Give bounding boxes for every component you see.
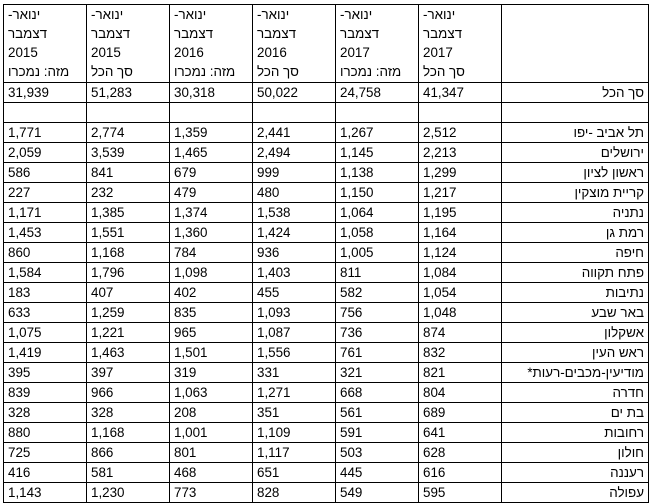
value-cell: 880 — [4, 423, 87, 443]
city-name: רחובות — [502, 423, 649, 443]
value-cell: 2,512 — [419, 123, 502, 143]
row-label: סך הכל — [502, 83, 649, 103]
value-cell: 503 — [336, 443, 419, 463]
value-cell: 668 — [336, 383, 419, 403]
value-cell: 1,556 — [253, 343, 336, 363]
column-header-2015-sold — [4, 5, 87, 83]
header-row — [4, 5, 649, 83]
value-cell: 416 — [4, 463, 87, 483]
value-cell: 1,501 — [170, 343, 253, 363]
value-cell: 1,124 — [419, 243, 502, 263]
value-cell: 874 — [419, 323, 502, 343]
value-cell: 1,221 — [87, 323, 170, 343]
value-cell: 1,054 — [419, 283, 502, 303]
table-header — [4, 5, 649, 83]
value-cell: 1,063 — [170, 383, 253, 403]
total-row — [4, 83, 649, 103]
value-cell: 1,584 — [4, 263, 87, 283]
value-cell: 1,403 — [253, 263, 336, 283]
table-row — [4, 403, 649, 423]
value-cell: 331 — [253, 363, 336, 383]
period-line2: דצמבר — [340, 26, 380, 41]
value-cell: 183 — [4, 283, 87, 303]
value-cell: 860 — [4, 243, 87, 263]
value-cell: 1,538 — [253, 203, 336, 223]
column-header-2017-total — [419, 5, 502, 83]
value-cell: 397 — [87, 363, 170, 383]
value-cell: 1,058 — [336, 223, 419, 243]
value-cell: 328 — [4, 403, 87, 423]
period-year: 2017 — [423, 45, 453, 60]
city-name: חיפה — [502, 243, 649, 263]
value-cell: 936 — [253, 243, 336, 263]
value-cell: 1,374 — [170, 203, 253, 223]
value-cell: 227 — [4, 183, 87, 203]
value-cell: 761 — [336, 343, 419, 363]
table-row — [4, 343, 649, 363]
value-cell: 1,048 — [419, 303, 502, 323]
value-cell: 801 — [170, 443, 253, 463]
value-cell: 31,939 — [4, 83, 87, 103]
value-cell: 1,168 — [87, 243, 170, 263]
value-cell: 821 — [419, 363, 502, 383]
value-cell: 832 — [419, 343, 502, 363]
value-cell: 2,213 — [419, 143, 502, 163]
value-cell: 1,171 — [4, 203, 87, 223]
period-line2: דצמבר — [8, 26, 48, 41]
table-row — [4, 263, 649, 283]
value-cell: 395 — [4, 363, 87, 383]
value-cell: 582 — [336, 283, 419, 303]
city-name: חולון — [502, 443, 649, 463]
value-cell: 479 — [170, 183, 253, 203]
value-cell: 2,774 — [87, 123, 170, 143]
value-cell: 445 — [336, 463, 419, 483]
value-cell: 616 — [419, 463, 502, 483]
value-cell: 1,771 — [4, 123, 87, 143]
measure-label: סך הכל — [423, 64, 465, 79]
city-name: קריית מוצקין — [502, 183, 649, 203]
value-cell: 1,230 — [87, 483, 170, 503]
value-cell: 1,064 — [336, 203, 419, 223]
measure-label: מזה: נמכרו — [8, 64, 70, 79]
period-line2: דצמבר — [91, 26, 131, 41]
value-cell: 1,796 — [87, 263, 170, 283]
value-cell: 1,360 — [170, 223, 253, 243]
empty-cell — [502, 103, 649, 123]
value-cell: 1,271 — [253, 383, 336, 403]
value-cell: 736 — [336, 323, 419, 343]
value-cell: 407 — [87, 283, 170, 303]
period-line1: ינואר- — [8, 7, 41, 22]
value-cell: 319 — [170, 363, 253, 383]
value-cell: 1,259 — [87, 303, 170, 323]
value-cell: 581 — [87, 463, 170, 483]
empty-cell — [253, 103, 336, 123]
period-line1: ינואר- — [91, 7, 124, 22]
table-row — [4, 303, 649, 323]
value-cell: 1,419 — [4, 343, 87, 363]
period-line2: דצמבר — [174, 26, 214, 41]
period-year: 2016 — [257, 45, 287, 60]
value-cell: 1,168 — [87, 423, 170, 443]
column-header-2017-sold — [336, 5, 419, 83]
value-cell: 725 — [4, 443, 87, 463]
value-cell: 2,494 — [253, 143, 336, 163]
empty-cell — [419, 103, 502, 123]
value-cell: 679 — [170, 163, 253, 183]
housing-sales-table — [3, 4, 649, 503]
empty-cell — [336, 103, 419, 123]
period-year: 2015 — [91, 45, 121, 60]
value-cell: 1,267 — [336, 123, 419, 143]
value-cell: 651 — [253, 463, 336, 483]
period-year: 2015 — [8, 45, 38, 60]
table-row — [4, 203, 649, 223]
value-cell: 595 — [419, 483, 502, 503]
value-cell: 628 — [419, 443, 502, 463]
period-line2: דצמבר — [257, 26, 297, 41]
empty-cell — [170, 103, 253, 123]
table-row — [4, 463, 649, 483]
city-name: נתיבות — [502, 283, 649, 303]
table-row — [4, 143, 649, 163]
value-cell: 208 — [170, 403, 253, 423]
value-cell: 586 — [4, 163, 87, 183]
value-cell: 1,005 — [336, 243, 419, 263]
value-cell: 1,093 — [253, 303, 336, 323]
value-cell: 1,143 — [4, 483, 87, 503]
value-cell: 966 — [87, 383, 170, 403]
value-cell: 30,318 — [170, 83, 253, 103]
value-cell: 1,385 — [87, 203, 170, 223]
value-cell: 1,109 — [253, 423, 336, 443]
value-cell: 50,022 — [253, 83, 336, 103]
city-name: אשקלון — [502, 323, 649, 343]
value-cell: 232 — [87, 183, 170, 203]
value-cell: 1,424 — [253, 223, 336, 243]
city-name: פתח תקווה — [502, 263, 649, 283]
period-line1: ינואר- — [257, 7, 290, 22]
value-cell: 828 — [253, 483, 336, 503]
value-cell: 965 — [170, 323, 253, 343]
value-cell: 811 — [336, 263, 419, 283]
value-cell: 633 — [4, 303, 87, 323]
spacer-row — [4, 103, 649, 123]
table-row — [4, 243, 649, 263]
value-cell: 841 — [87, 163, 170, 183]
value-cell: 24,758 — [336, 83, 419, 103]
value-cell: 1,098 — [170, 263, 253, 283]
header-corner-cell — [502, 5, 649, 83]
city-name: תל אביב -יפו — [502, 123, 649, 143]
measure-label: מזה: נמכרו — [340, 64, 402, 79]
city-name: מודיעין-מכבים-רעות* — [502, 363, 649, 383]
value-cell: 1,150 — [336, 183, 419, 203]
measure-label: מזה: נמכרו — [174, 64, 236, 79]
table-row — [4, 163, 649, 183]
value-cell: 773 — [170, 483, 253, 503]
city-name: ראשון לציון — [502, 163, 649, 183]
value-cell: 1,001 — [170, 423, 253, 443]
city-name: באר שבע — [502, 303, 649, 323]
table-row — [4, 123, 649, 143]
value-cell: 1,217 — [419, 183, 502, 203]
value-cell: 480 — [253, 183, 336, 203]
value-cell: 1,463 — [87, 343, 170, 363]
measure-label: סך הכל — [257, 64, 299, 79]
city-name: נתניה — [502, 203, 649, 223]
value-cell: 3,539 — [87, 143, 170, 163]
table-row — [4, 323, 649, 343]
period-line1: ינואר- — [340, 7, 373, 22]
column-header-2015-total — [87, 5, 170, 83]
table-row — [4, 283, 649, 303]
value-cell: 351 — [253, 403, 336, 423]
value-cell: 468 — [170, 463, 253, 483]
value-cell: 1,087 — [253, 323, 336, 343]
value-cell: 51,283 — [87, 83, 170, 103]
value-cell: 1,117 — [253, 443, 336, 463]
value-cell: 866 — [87, 443, 170, 463]
value-cell: 1,551 — [87, 223, 170, 243]
value-cell: 591 — [336, 423, 419, 443]
value-cell: 1,299 — [419, 163, 502, 183]
value-cell: 1,075 — [4, 323, 87, 343]
value-cell: 1,453 — [4, 223, 87, 243]
value-cell: 756 — [336, 303, 419, 323]
value-cell: 321 — [336, 363, 419, 383]
column-header-2016-total — [253, 5, 336, 83]
value-cell: 839 — [4, 383, 87, 403]
value-cell: 1,084 — [419, 263, 502, 283]
value-cell: 1,359 — [170, 123, 253, 143]
empty-cell — [4, 103, 87, 123]
value-cell: 1,465 — [170, 143, 253, 163]
value-cell: 402 — [170, 283, 253, 303]
period-year: 2017 — [340, 45, 370, 60]
period-line1: ינואר- — [174, 7, 207, 22]
city-name: חדרה — [502, 383, 649, 403]
city-name: ירושלים — [502, 143, 649, 163]
city-name: בת ים — [502, 403, 649, 423]
table-row — [4, 383, 649, 403]
value-cell: 999 — [253, 163, 336, 183]
value-cell: 641 — [419, 423, 502, 443]
city-name: ראש העין — [502, 343, 649, 363]
table-row — [4, 183, 649, 203]
value-cell: 1,138 — [336, 163, 419, 183]
period-line1: ינואר- — [423, 7, 456, 22]
value-cell: 1,164 — [419, 223, 502, 243]
city-name: רעננה — [502, 463, 649, 483]
value-cell: 689 — [419, 403, 502, 423]
table-row — [4, 223, 649, 243]
city-name: עפולה — [502, 483, 649, 503]
value-cell: 549 — [336, 483, 419, 503]
period-line2: דצמבר — [423, 26, 463, 41]
value-cell: 41,347 — [419, 83, 502, 103]
value-cell: 2,441 — [253, 123, 336, 143]
value-cell: 1,195 — [419, 203, 502, 223]
value-cell: 328 — [87, 403, 170, 423]
table-body — [4, 83, 649, 503]
value-cell: 784 — [170, 243, 253, 263]
empty-cell — [87, 103, 170, 123]
value-cell: 835 — [170, 303, 253, 323]
table-row — [4, 423, 649, 443]
period-year: 2016 — [174, 45, 204, 60]
city-name: רמת גן — [502, 223, 649, 243]
table-row — [4, 443, 649, 463]
value-cell: 455 — [253, 283, 336, 303]
measure-label: סך הכל — [91, 64, 133, 79]
value-cell: 1,145 — [336, 143, 419, 163]
value-cell: 2,059 — [4, 143, 87, 163]
value-cell: 804 — [419, 383, 502, 403]
column-header-2016-sold — [170, 5, 253, 83]
value-cell: 561 — [336, 403, 419, 423]
table-row — [4, 363, 649, 383]
